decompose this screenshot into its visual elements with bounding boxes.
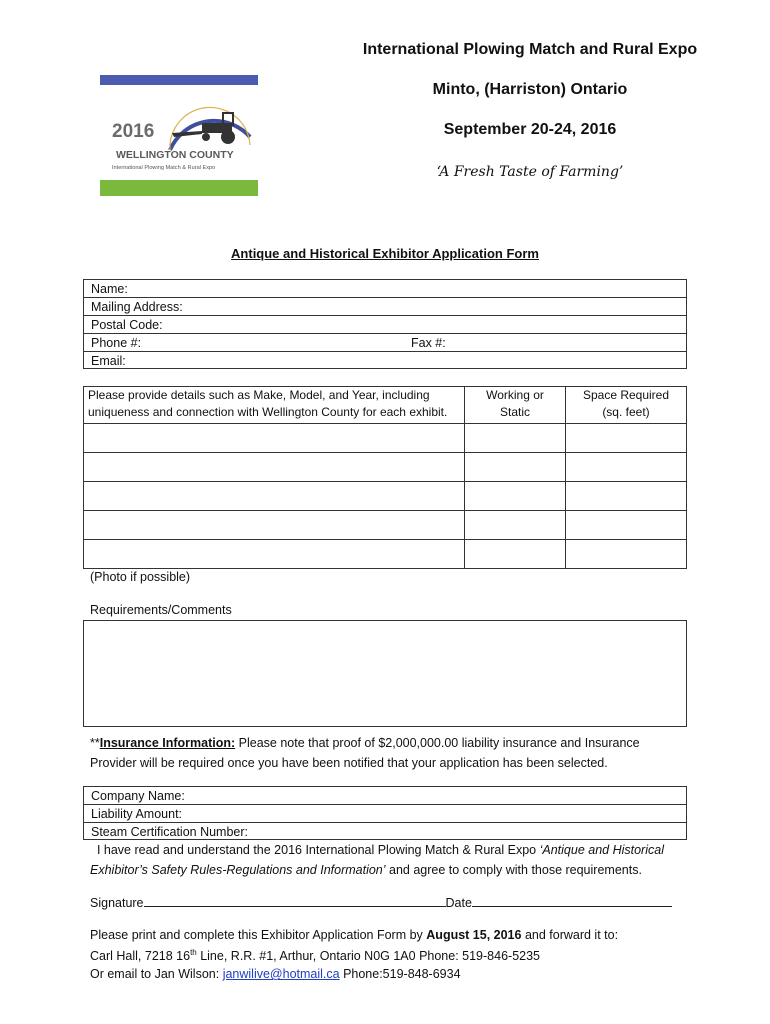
- email-field[interactable]: Email:: [91, 354, 126, 368]
- company-name-field[interactable]: Company Name:: [84, 787, 686, 805]
- requirements-label: Requirements/Comments: [90, 603, 232, 617]
- submission-instructions: Please print and complete this Exhibitor Application Form by August 15, 2016 and forward it to: Carl Hall, 7218 16th Line, R.R. #1, Arthur, Ontario N0G 1A0 Phone: 519-846-5235 Or email to Jan Wilson: janwilive@hotmail.ca Phone:519-848-6934: [90, 928, 619, 982]
- details-cell[interactable]: [84, 453, 465, 482]
- signature-row: Signature Date: [90, 894, 672, 910]
- phone-fax-row: [84, 334, 686, 352]
- details-cell[interactable]: [84, 424, 465, 453]
- details-cell[interactable]: [84, 540, 465, 569]
- wellington-county-logo: [100, 75, 258, 197]
- requirements-textarea[interactable]: [83, 620, 687, 727]
- deadline: August 15, 2016: [426, 928, 522, 942]
- table-row: [84, 453, 687, 482]
- form-title: Antique and Historical Exhibitor Application Form: [231, 246, 539, 261]
- working-static-cell[interactable]: [465, 482, 566, 511]
- details-cell[interactable]: [84, 511, 465, 540]
- agreement-text: I have read and understand the 2016 International Plowing Match & Rural Expo ‘Antique and Historical Exhibitor’s Safety Rules-Regulations and Information’ and agree to comply with those requirements.: [90, 843, 664, 877]
- working-static-column-header: Working or Static: [465, 387, 566, 424]
- working-static-cell[interactable]: [465, 540, 566, 569]
- svg-text:International Plowing Match &: International Plowing Match & Rural Expo: [112, 165, 216, 171]
- exhibit-table-header: [84, 387, 687, 424]
- svg-text:WELLINGTON COUNTY: WELLINGTON COUNTY: [116, 149, 234, 161]
- space-cell[interactable]: [566, 540, 687, 569]
- insurance-fields-box: [83, 786, 687, 840]
- table-row: [84, 540, 687, 569]
- date-line[interactable]: [472, 894, 672, 907]
- details-column-header: Please provide details such as Make, Model, and Year, including uniqueness and connection with Wellington County for each exhibit.: [84, 387, 465, 424]
- event-dates: September 20-24, 2016: [443, 121, 617, 138]
- postal-code-field[interactable]: Postal Code:: [84, 316, 686, 334]
- space-required-column-header: Space Required (sq. feet): [566, 387, 687, 424]
- liability-amount-field[interactable]: Liability Amount:: [84, 805, 686, 823]
- event-title: International Plowing Match and Rural Expo: [362, 41, 698, 58]
- mailing-address-field[interactable]: Mailing Address:: [84, 298, 686, 316]
- details-cell[interactable]: [84, 482, 465, 511]
- insurance-info: **Insurance Information: Please note that proof of $2,000,000.00 liability insurance and Insurance Provider will be required once you have been notified that your application has been selected.: [90, 736, 640, 770]
- insurance-label: Insurance Information:: [99, 736, 236, 750]
- email-link[interactable]: janwilive@hotmail.ca: [222, 967, 340, 982]
- fax-field[interactable]: Fax #:: [411, 336, 446, 350]
- photo-note: (Photo if possible): [90, 570, 191, 584]
- working-static-cell[interactable]: [465, 511, 566, 540]
- working-static-cell[interactable]: [465, 453, 566, 482]
- event-tagline: ‘A Fresh Taste of Farming’: [436, 164, 624, 180]
- space-cell[interactable]: [566, 453, 687, 482]
- table-row: [84, 424, 687, 453]
- signature-line[interactable]: [144, 894, 446, 907]
- space-cell[interactable]: [566, 424, 687, 453]
- exhibit-table: [83, 386, 687, 569]
- space-cell[interactable]: [566, 511, 687, 540]
- name-field[interactable]: Name:: [84, 280, 686, 298]
- table-row: [84, 511, 687, 540]
- steam-certification-field[interactable]: Steam Certification Number:: [91, 825, 249, 839]
- working-static-cell[interactable]: [465, 424, 566, 453]
- event-location: Minto, (Harriston) Ontario: [432, 81, 628, 98]
- svg-text:2016: 2016: [112, 121, 155, 142]
- phone-field[interactable]: Phone #:: [91, 336, 142, 350]
- contact-info-box: [83, 279, 687, 369]
- space-cell[interactable]: [566, 482, 687, 511]
- table-row: [84, 482, 687, 511]
